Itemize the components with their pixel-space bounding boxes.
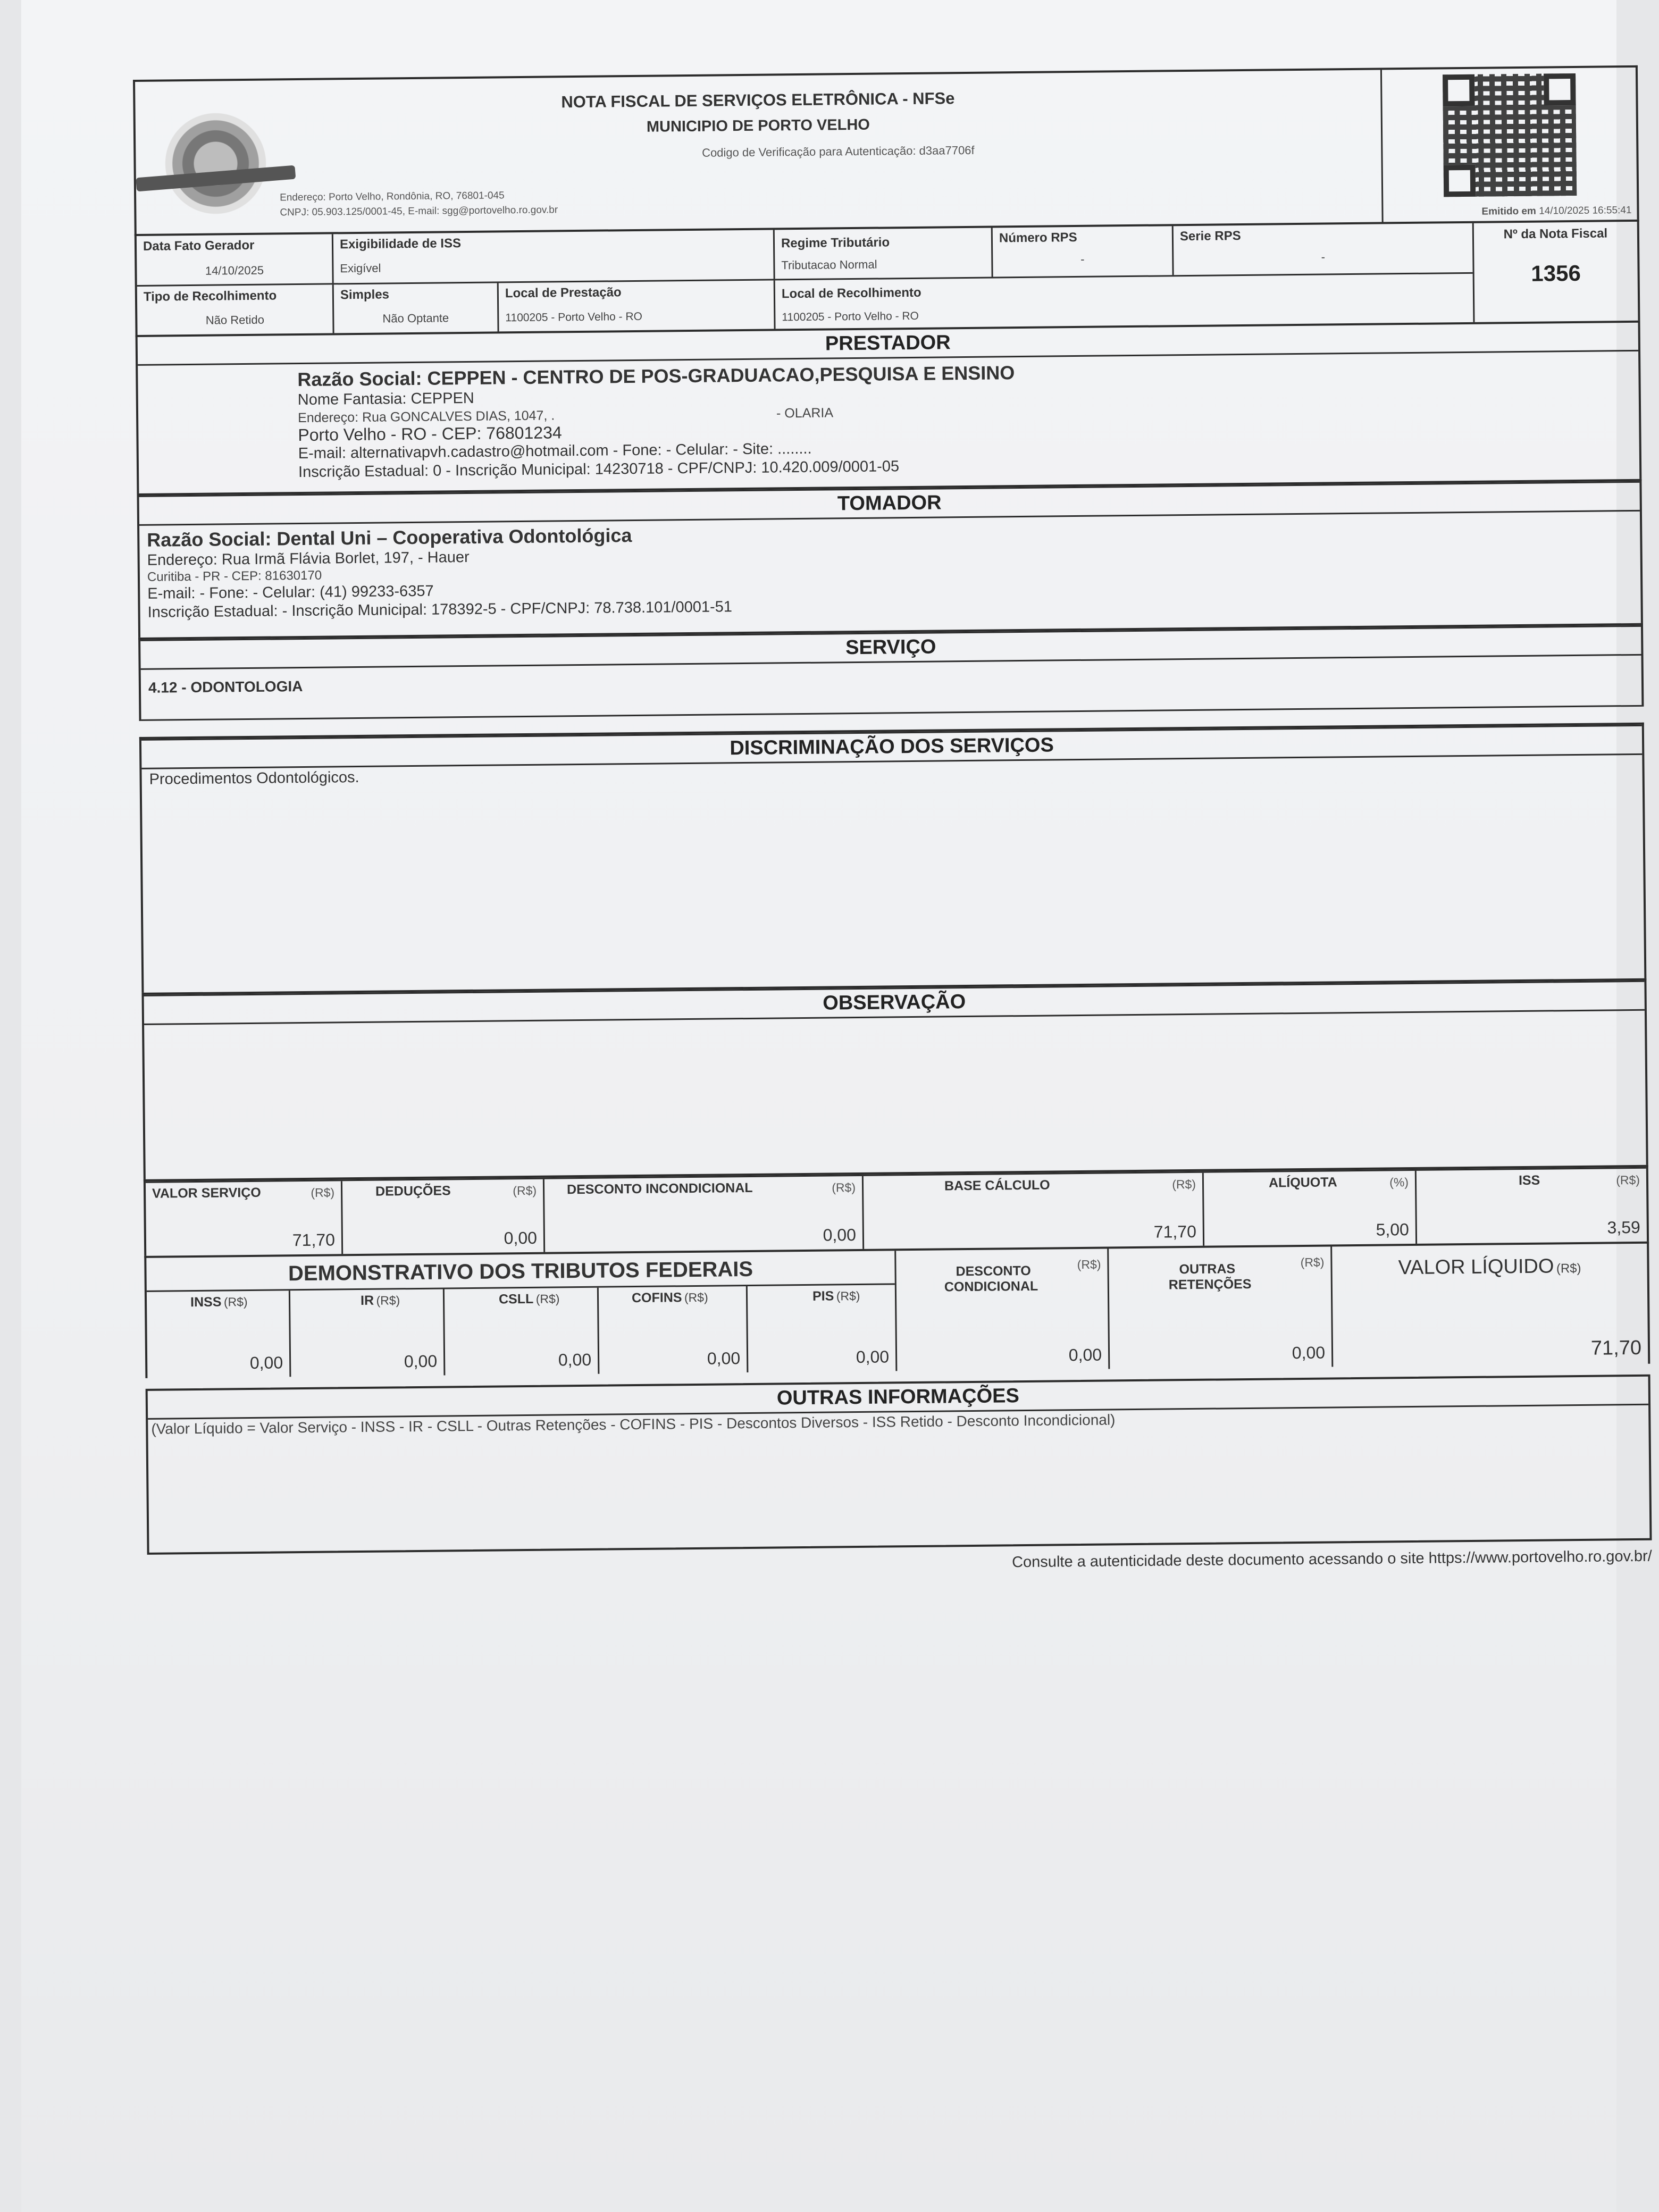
valor-servico-value: 71,70 bbox=[292, 1230, 336, 1250]
servico-title: SERVIÇO bbox=[140, 625, 1641, 670]
prestador-inscricao: Inscrição Estadual: 0 - Inscrição Municipal: 14230718 - CPF/CNPJ: 10.420.009/0001-05 bbox=[298, 458, 900, 481]
tomador-email: E-mail: - Fone: - Celular: (41) 99233-6357 bbox=[147, 582, 434, 602]
regime-label: Regime Tributário bbox=[781, 235, 890, 251]
aliquota-value: 5,00 bbox=[1376, 1220, 1410, 1239]
inss-value: 0,00 bbox=[249, 1353, 283, 1372]
prestador-email: E-mail: alternativapvh.cadastro@hotmail.com - Fone: - Celular: - Site: ........ bbox=[298, 440, 812, 463]
ir-label: IR bbox=[360, 1293, 374, 1308]
exigibilidade-value: Exigível bbox=[340, 261, 381, 275]
tomador-cidade: Curitiba - PR - CEP: 81630170 bbox=[147, 568, 322, 584]
deducoes-label: DEDUÇÕES bbox=[375, 1183, 451, 1199]
local-recolhimento-label: Local de Recolhimento bbox=[781, 285, 921, 301]
header-section bbox=[133, 65, 1639, 234]
outras-retencoes-label: OUTRAS bbox=[1179, 1261, 1236, 1277]
csll-unit: (R$) bbox=[535, 1292, 560, 1306]
desconto-condicional-value: 0,00 bbox=[1068, 1345, 1102, 1365]
issued-value: 14/10/2025 16:55:41 bbox=[1539, 204, 1632, 217]
qr-code bbox=[1443, 73, 1577, 197]
valor-liquido-label: VALOR LÍQUIDO bbox=[1398, 1255, 1554, 1279]
valor-servico-unit: (R$) bbox=[311, 1185, 335, 1200]
verification-code: Codigo de Verificação para Autenticação: d3aa7706f bbox=[701, 143, 975, 160]
simples-value: Não Optante bbox=[382, 311, 449, 325]
valores-section bbox=[144, 1165, 1649, 1256]
tomador-razao-social: Razão Social: Dental Uni – Cooperativa Odontológica bbox=[147, 524, 632, 551]
ir-unit: (R$) bbox=[376, 1293, 400, 1308]
nfse-document bbox=[133, 65, 1652, 1580]
valor-liquido-unit: (R$) bbox=[1556, 1261, 1581, 1276]
prestador-bairro: - OLARIA bbox=[776, 405, 834, 421]
municipality-name: MUNICIPIO DE PORTO VELHO bbox=[646, 116, 870, 136]
deducoes-unit: (R$) bbox=[513, 1183, 537, 1198]
tipo-recolhimento-label: Tipo de Recolhimento bbox=[143, 288, 277, 304]
info-grid bbox=[135, 220, 1640, 335]
tributos-section bbox=[144, 1242, 1650, 1378]
data-fato-label: Data Fato Gerador bbox=[143, 238, 255, 254]
base-calculo-value: 71,70 bbox=[1153, 1221, 1197, 1242]
servico-value: 4.12 - ODONTOLOGIA bbox=[141, 656, 1642, 721]
tributos-title: DEMONSTRATIVO DOS TRIBUTOS FEDERAIS bbox=[146, 1251, 895, 1292]
pis-unit: (R$) bbox=[836, 1288, 860, 1303]
csll-value: 0,00 bbox=[558, 1350, 592, 1370]
tomador-inscricao: Inscrição Estadual: - Inscrição Municipal: 178392-5 - CPF/CNPJ: 78.738.101/0001-51 bbox=[147, 598, 733, 621]
numero-nota-label: Nº da Nota Fiscal bbox=[1503, 226, 1608, 242]
tomador-section bbox=[137, 479, 1643, 638]
outras-retencoes-label-2: RETENÇÕES bbox=[1168, 1276, 1252, 1293]
servico-section bbox=[138, 623, 1644, 721]
outras-informacoes-section bbox=[146, 1375, 1652, 1555]
desconto-condicional-unit: (R$) bbox=[1077, 1257, 1101, 1272]
cofins-value: 0,00 bbox=[707, 1348, 741, 1368]
valor-liquido-value: 71,70 bbox=[1590, 1336, 1642, 1360]
desconto-incondicional-value: 0,00 bbox=[823, 1225, 857, 1245]
iss-label: ISS bbox=[1518, 1172, 1540, 1188]
observacao-title: OBSERVAÇÃO bbox=[144, 981, 1645, 1025]
iss-unit: (R$) bbox=[1616, 1172, 1640, 1187]
prestador-endereco: Endereço: Rua GONCALVES DIAS, 1047, . bbox=[297, 408, 555, 426]
csll-label: CSLL bbox=[498, 1291, 534, 1307]
iss-value: 3,59 bbox=[1607, 1217, 1641, 1237]
prestador-nome-fantasia: Nome Fantasia: CEPPEN bbox=[297, 389, 474, 409]
aliquota-label: ALÍQUOTA bbox=[1268, 1175, 1337, 1191]
local-prestacao-value: 1100205 - Porto Velho - RO bbox=[505, 310, 643, 324]
ir-value: 0,00 bbox=[404, 1351, 438, 1371]
desconto-incondicional-unit: (R$) bbox=[832, 1180, 856, 1195]
tipo-recolhimento-value: Não Retido bbox=[205, 313, 264, 327]
tomador-title: TOMADOR bbox=[139, 481, 1640, 526]
base-calculo-unit: (R$) bbox=[1172, 1177, 1196, 1192]
inss-unit: (R$) bbox=[223, 1295, 248, 1309]
observacao-section bbox=[141, 978, 1648, 1179]
footer-authenticity: Consulte a autenticidade deste documento acessando o site https://www.portovelho.ro.gov.br/ bbox=[1012, 1547, 1652, 1571]
numero-rps-label: Número RPS bbox=[999, 230, 1077, 246]
prestador-razao-social: Razão Social: CEPPEN - CENTRO DE POS-GRADUACAO,PESQUISA E ENSINO bbox=[297, 362, 1015, 391]
tomador-endereco: Endereço: Rua Irmã Flávia Borlet, 197, - Hauer bbox=[147, 548, 470, 569]
pis-value: 0,00 bbox=[856, 1347, 890, 1367]
paper-sheet bbox=[21, 0, 1652, 2212]
desconto-incondicional-label: DESCONTO INCONDICIONAL bbox=[566, 1180, 753, 1197]
issuer-cnpj-email: CNPJ: 05.903.125/0001-45, E-mail: sgg@portovelho.ro.gov.br bbox=[280, 204, 558, 219]
discriminacao-title: DISCRIMINAÇÃO DOS SERVIÇOS bbox=[141, 725, 1642, 769]
issued-label: Emitido em bbox=[1481, 205, 1536, 217]
inss-label: INSS bbox=[190, 1294, 222, 1310]
local-prestacao-label: Local de Prestação bbox=[505, 285, 622, 301]
base-calculo-label: BASE CÁLCULO bbox=[944, 1177, 1050, 1194]
document-title: NOTA FISCAL DE SERVIÇOS ELETRÔNICA - NFSe bbox=[561, 89, 955, 112]
outras-informacoes-title: OUTRAS INFORMAÇÕES bbox=[148, 1377, 1648, 1420]
deducoes-value: 0,00 bbox=[504, 1228, 538, 1248]
exigibilidade-label: Exigibilidade de ISS bbox=[339, 236, 462, 252]
pis-label: PIS bbox=[812, 1288, 834, 1304]
valor-servico-label: VALOR SERVIÇO bbox=[152, 1185, 261, 1201]
cofins-label: COFINS bbox=[631, 1290, 682, 1306]
outras-informacoes-value: (Valor Líquido = Valor Serviço - INSS - IR - CSLL - Outras Retenções - COFINS - PIS - Descontos Diversos - ISS Retido - Desconto Incondicional) bbox=[151, 1411, 1116, 1437]
discriminacao-value: Procedimentos Odontológicos. bbox=[149, 768, 359, 788]
outras-retencoes-unit: (R$) bbox=[1300, 1255, 1325, 1270]
simples-label: Simples bbox=[340, 287, 390, 303]
prestador-title: PRESTADOR bbox=[138, 323, 1638, 366]
desconto-condicional-label-2: CONDICIONAL bbox=[944, 1278, 1038, 1295]
regime-value: Tributacao Normal bbox=[781, 257, 877, 272]
discriminacao-section bbox=[139, 723, 1646, 993]
observacao-content bbox=[144, 1011, 1646, 1179]
cofins-unit: (R$) bbox=[684, 1290, 708, 1305]
data-fato-value: 14/10/2025 bbox=[205, 263, 264, 278]
serie-rps-label: Serie RPS bbox=[1179, 229, 1241, 244]
desconto-condicional-label: DESCONTO bbox=[956, 1263, 1031, 1279]
issuer-address: Endereço: Porto Velho, Rondônia, RO, 76801-045 bbox=[280, 190, 505, 204]
prestador-section bbox=[136, 321, 1642, 493]
numero-nota-value: 1356 bbox=[1531, 260, 1581, 286]
local-recolhimento-value: 1100205 - Porto Velho - RO bbox=[782, 309, 919, 324]
aliquota-unit: (%) bbox=[1389, 1175, 1409, 1189]
serie-rps-value: - bbox=[1321, 250, 1326, 264]
numero-rps-value: - bbox=[1080, 252, 1085, 266]
outras-retencoes-value: 0,00 bbox=[1292, 1343, 1326, 1363]
prestador-cidade: Porto Velho - RO - CEP: 76801234 bbox=[298, 423, 562, 445]
